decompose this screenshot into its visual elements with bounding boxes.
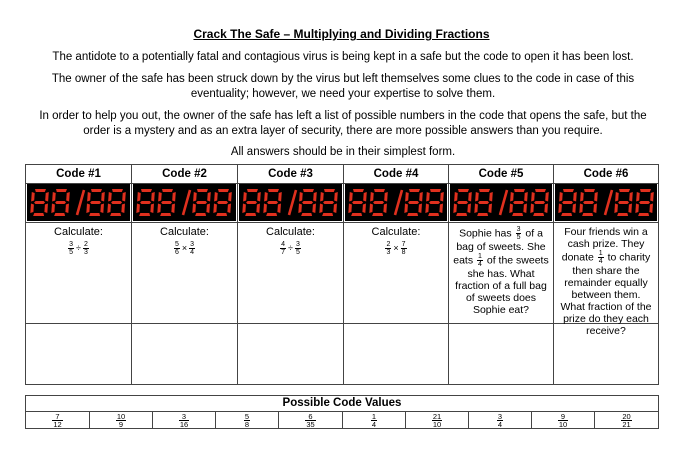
value-cell: $\frac{6}{35}$ bbox=[279, 412, 343, 428]
display-segment bbox=[52, 192, 56, 202]
value-cell: $\frac{5}{8}$ bbox=[216, 412, 279, 428]
display-segment bbox=[512, 213, 523, 216]
display-segment bbox=[348, 204, 352, 214]
code-header-1: Code #1 bbox=[26, 165, 131, 184]
display-segment bbox=[207, 192, 211, 202]
display-segment bbox=[111, 201, 122, 204]
display-digit bbox=[348, 189, 367, 216]
display-segment bbox=[227, 204, 231, 214]
display-segment bbox=[545, 192, 549, 202]
display-segment bbox=[141, 189, 152, 192]
fraction-expression: $\frac{4}{7}$ ÷ $\frac{3}{5}$ bbox=[281, 240, 300, 256]
display-segment bbox=[580, 192, 584, 202]
display-segment bbox=[195, 213, 206, 216]
display-slash bbox=[605, 190, 612, 215]
display-digit bbox=[242, 189, 261, 216]
display-segment bbox=[583, 201, 594, 204]
display-segment bbox=[245, 213, 256, 216]
display-digit bbox=[107, 189, 126, 216]
safe-display-6 bbox=[555, 184, 657, 221]
display-segment bbox=[363, 192, 367, 202]
question-cell-5 bbox=[449, 222, 553, 324]
display-segment bbox=[407, 213, 418, 216]
display-segment bbox=[477, 213, 488, 216]
display-segment bbox=[313, 192, 317, 202]
intro-paragraph-3: In order to help you out, the owner of the safe has left a list of possible numbers in the code that opens the safe, but the order is a mystery and as an extra layer of security, there are more possible answers than you require. bbox=[39, 110, 647, 137]
display-segment bbox=[636, 192, 640, 202]
display-segment bbox=[408, 201, 419, 204]
display-digit bbox=[369, 189, 388, 216]
display-segment bbox=[30, 204, 34, 214]
display-segment bbox=[171, 204, 175, 214]
display-segment bbox=[638, 213, 649, 216]
code-header-4: Code #4 bbox=[344, 165, 448, 184]
display-segment bbox=[228, 192, 232, 202]
display-segment bbox=[509, 204, 513, 214]
display-segment bbox=[197, 189, 208, 192]
code-header-5: Code #5 bbox=[449, 165, 553, 184]
display-segment bbox=[429, 201, 440, 204]
word-problem-sweets: Sophie has $\frac{3}{5}$ of a bag of sweets. She eats $\frac{1}{4}$ of the sweets she has. What fraction of a full bag of sweets does Sophie eat? bbox=[453, 226, 549, 316]
display-segment bbox=[594, 192, 598, 202]
safe-display-5 bbox=[450, 184, 552, 221]
display-segment bbox=[467, 204, 471, 214]
display-segment bbox=[264, 192, 268, 202]
display-segment bbox=[489, 192, 493, 202]
display-segment bbox=[369, 204, 373, 214]
code-column-4 bbox=[344, 165, 449, 384]
display-segment bbox=[479, 189, 490, 192]
display-segment bbox=[468, 192, 472, 202]
safe-display-3 bbox=[239, 184, 342, 221]
display-segment bbox=[206, 204, 210, 214]
display-segment bbox=[635, 204, 639, 214]
display-segment bbox=[324, 189, 335, 192]
display-segment bbox=[161, 201, 172, 204]
worksheet-title: Crack The Safe – Multiplying and Dividing Fractions bbox=[193, 27, 490, 41]
display-segment bbox=[246, 201, 257, 204]
display-segment bbox=[302, 201, 313, 204]
fraction-expression: $\frac{5}{6}$ × $\frac{3}{4}$ bbox=[174, 240, 195, 256]
display-digit bbox=[30, 189, 49, 216]
code-column-2 bbox=[132, 165, 238, 384]
display-segment bbox=[218, 189, 229, 192]
display-segment bbox=[90, 201, 101, 204]
display-segment bbox=[278, 192, 282, 202]
display-segment bbox=[137, 192, 141, 202]
display-segment bbox=[474, 204, 478, 214]
display-segment bbox=[217, 201, 228, 204]
display-segment bbox=[299, 192, 303, 202]
display-slash bbox=[183, 190, 190, 215]
question-cell-6 bbox=[554, 222, 658, 337]
display-segment bbox=[426, 192, 430, 202]
display-segment bbox=[514, 189, 525, 192]
display-segment bbox=[561, 213, 572, 216]
display-segment bbox=[86, 204, 90, 214]
code-header-2: Code #2 bbox=[132, 165, 237, 184]
question-cell-4 bbox=[344, 222, 448, 324]
display-segment bbox=[488, 204, 492, 214]
display-segment bbox=[531, 192, 535, 202]
display-digit bbox=[635, 189, 654, 216]
display-segment bbox=[256, 204, 260, 214]
display-segment bbox=[121, 204, 125, 214]
display-segment bbox=[150, 204, 154, 214]
display-digit bbox=[51, 189, 70, 216]
code-header-3: Code #3 bbox=[238, 165, 343, 184]
code-column-3 bbox=[238, 165, 344, 384]
display-segment bbox=[534, 201, 545, 204]
display-segment bbox=[510, 192, 514, 202]
value-cell: $\frac{20}{21}$ bbox=[622, 411, 631, 430]
code-column-5 bbox=[449, 165, 554, 384]
display-segment bbox=[301, 213, 312, 216]
display-segment bbox=[352, 201, 363, 204]
display-segment bbox=[384, 192, 388, 202]
display-segment bbox=[524, 192, 528, 202]
calculate-label: Calculate: bbox=[266, 226, 315, 238]
display-segment bbox=[370, 192, 374, 202]
display-segment bbox=[312, 204, 316, 214]
display-segment bbox=[136, 204, 140, 214]
display-segment bbox=[419, 192, 423, 202]
display-digit bbox=[558, 189, 577, 216]
display-segment bbox=[628, 204, 632, 214]
word-problem-prize: Four friends win a cash prize. They donate $\frac{1}{4}$ to charity then share the remainder equally between them. What fraction of the prize do they each receive? bbox=[560, 226, 652, 337]
display-segment bbox=[572, 204, 576, 214]
display-segment bbox=[650, 192, 654, 202]
display-segment bbox=[100, 204, 104, 214]
display-segment bbox=[151, 192, 155, 202]
display-segment bbox=[172, 192, 176, 202]
display-segment bbox=[425, 204, 429, 214]
display-segment bbox=[263, 204, 267, 214]
display-segment bbox=[303, 189, 314, 192]
display-segment bbox=[334, 192, 338, 202]
display-segment bbox=[51, 204, 55, 214]
value-cell: $\frac{3}{16}$ bbox=[153, 412, 216, 428]
display-segment bbox=[192, 204, 196, 214]
display-segment bbox=[615, 192, 619, 202]
display-segment bbox=[478, 201, 489, 204]
display-segment bbox=[247, 189, 258, 192]
display-segment bbox=[45, 192, 49, 202]
display-segment bbox=[55, 201, 66, 204]
display-segment bbox=[530, 204, 534, 214]
code-header-6: Code #6 bbox=[554, 165, 658, 184]
value-cell: $\frac{21}{10}$ bbox=[406, 412, 469, 428]
display-segment bbox=[618, 201, 629, 204]
display-segment bbox=[617, 213, 628, 216]
display-segment bbox=[322, 213, 333, 216]
display-segment bbox=[373, 201, 384, 204]
display-segment bbox=[268, 189, 279, 192]
display-segment bbox=[267, 201, 278, 204]
display-segment bbox=[349, 192, 353, 202]
display-segment bbox=[374, 189, 385, 192]
question-cell-1 bbox=[26, 222, 131, 324]
safe-display-4 bbox=[345, 184, 447, 221]
display-segment bbox=[454, 192, 458, 202]
display-segment bbox=[619, 189, 630, 192]
fraction-expression: $\frac{3}{5}$ ÷ $\frac{2}{3}$ bbox=[69, 240, 88, 256]
display-segment bbox=[579, 204, 583, 214]
display-segment bbox=[101, 192, 105, 202]
display-slash bbox=[289, 190, 296, 215]
value-cell: $\frac{3}{4}$ bbox=[469, 412, 532, 428]
display-segment bbox=[44, 204, 48, 214]
display-segment bbox=[405, 192, 409, 202]
display-segment bbox=[196, 201, 207, 204]
display-digit bbox=[86, 189, 105, 216]
display-segment bbox=[409, 189, 420, 192]
display-segment bbox=[108, 192, 112, 202]
display-segment bbox=[320, 192, 324, 202]
display-segment bbox=[559, 192, 563, 202]
display-segment bbox=[35, 189, 46, 192]
display-segment bbox=[544, 204, 548, 214]
display-segment bbox=[562, 201, 573, 204]
display-digit bbox=[136, 189, 155, 216]
display-slash bbox=[500, 190, 507, 215]
display-segment bbox=[362, 204, 366, 214]
display-segment bbox=[34, 201, 45, 204]
display-segment bbox=[257, 192, 261, 202]
display-segment bbox=[89, 213, 100, 216]
display-segment bbox=[319, 204, 323, 214]
possible-values-title: Possible Code Values bbox=[26, 396, 658, 412]
display-segment bbox=[584, 189, 595, 192]
display-segment bbox=[457, 201, 468, 204]
display-slash bbox=[395, 190, 402, 215]
display-segment bbox=[298, 204, 302, 214]
instruction-simplest-form: All answers should be in their simplest form. bbox=[230, 146, 456, 158]
safe-display-2 bbox=[133, 184, 236, 221]
display-segment bbox=[158, 192, 162, 202]
display-segment bbox=[66, 192, 70, 202]
display-segment bbox=[418, 204, 422, 214]
display-segment bbox=[573, 192, 577, 202]
display-segment bbox=[475, 192, 479, 202]
display-segment bbox=[162, 189, 173, 192]
display-digit bbox=[263, 189, 282, 216]
display-segment bbox=[31, 192, 35, 202]
display-segment bbox=[523, 204, 527, 214]
display-segment bbox=[110, 213, 121, 216]
display-digit bbox=[579, 189, 598, 216]
possible-code-values-table bbox=[25, 395, 659, 429]
calculate-label: Calculate: bbox=[54, 226, 103, 238]
display-digit bbox=[213, 189, 232, 216]
safe-display-1 bbox=[27, 184, 130, 221]
fraction-expression: $\frac{2}{3}$ × $\frac{7}{8}$ bbox=[386, 240, 406, 256]
display-digit bbox=[453, 189, 472, 216]
display-segment bbox=[404, 204, 408, 214]
display-digit bbox=[404, 189, 423, 216]
display-segment bbox=[533, 213, 544, 216]
display-digit bbox=[474, 189, 493, 216]
display-segment bbox=[639, 201, 650, 204]
display-digit bbox=[425, 189, 444, 216]
display-segment bbox=[140, 201, 151, 204]
display-segment bbox=[372, 213, 383, 216]
calculate-label: Calculate: bbox=[371, 226, 421, 238]
display-segment bbox=[214, 192, 218, 202]
display-segment bbox=[535, 189, 546, 192]
question-cell-3 bbox=[238, 222, 343, 324]
display-digit bbox=[319, 189, 338, 216]
display-segment bbox=[33, 213, 44, 216]
value-cell: $\frac{9}{10}$ bbox=[532, 412, 595, 428]
value-cell: $\frac{7}{12}$ bbox=[26, 412, 90, 428]
display-digit bbox=[530, 189, 549, 216]
display-segment bbox=[56, 189, 67, 192]
display-segment bbox=[157, 204, 161, 214]
code-column-6 bbox=[554, 165, 658, 384]
display-segment bbox=[440, 192, 444, 202]
codes-table bbox=[25, 164, 659, 385]
value-cell: $\frac{10}{9}$ bbox=[90, 412, 153, 428]
code-column-1 bbox=[26, 165, 132, 384]
display-segment bbox=[277, 204, 281, 214]
display-digit bbox=[157, 189, 176, 216]
display-segment bbox=[216, 213, 227, 216]
display-segment bbox=[582, 213, 593, 216]
display-segment bbox=[614, 204, 618, 214]
display-segment bbox=[428, 213, 439, 216]
display-segment bbox=[640, 189, 651, 192]
display-segment bbox=[351, 213, 362, 216]
display-segment bbox=[122, 192, 126, 202]
display-segment bbox=[456, 213, 467, 216]
display-segment bbox=[430, 189, 441, 192]
display-segment bbox=[213, 204, 217, 214]
display-segment bbox=[453, 204, 457, 214]
display-segment bbox=[160, 213, 171, 216]
display-segment bbox=[54, 213, 65, 216]
display-segment bbox=[139, 213, 150, 216]
display-segment bbox=[242, 204, 246, 214]
display-digit bbox=[614, 189, 633, 216]
display-segment bbox=[593, 204, 597, 214]
display-segment bbox=[323, 201, 334, 204]
question-cell-2 bbox=[132, 222, 237, 324]
calculate-label: Calculate: bbox=[160, 226, 209, 238]
display-digit bbox=[509, 189, 528, 216]
display-segment bbox=[353, 189, 364, 192]
display-digit bbox=[192, 189, 211, 216]
intro-paragraph-1: The antidote to a potentially fatal and contagious virus is being kept in a safe but the code to open it has been lost. bbox=[52, 51, 634, 63]
display-segment bbox=[629, 192, 633, 202]
display-segment bbox=[112, 189, 123, 192]
value-cell: $\frac{1}{4}$ bbox=[343, 412, 406, 428]
display-digit bbox=[298, 189, 317, 216]
display-segment bbox=[266, 213, 277, 216]
display-segment bbox=[243, 192, 247, 202]
display-segment bbox=[333, 204, 337, 214]
display-segment bbox=[87, 192, 91, 202]
display-segment bbox=[563, 189, 574, 192]
display-segment bbox=[439, 204, 443, 214]
display-segment bbox=[513, 201, 524, 204]
display-segment bbox=[558, 204, 562, 214]
display-slash bbox=[77, 190, 84, 215]
intro-paragraph-2: The owner of the safe has been struck down by the virus but left themselves some clues to the code in case of this eventuality; however, we need your expertise to solve them. bbox=[51, 73, 635, 100]
display-segment bbox=[193, 192, 197, 202]
display-segment bbox=[649, 204, 653, 214]
display-segment bbox=[65, 204, 69, 214]
display-segment bbox=[383, 204, 387, 214]
display-segment bbox=[458, 189, 469, 192]
display-segment bbox=[91, 189, 102, 192]
display-segment bbox=[107, 204, 111, 214]
